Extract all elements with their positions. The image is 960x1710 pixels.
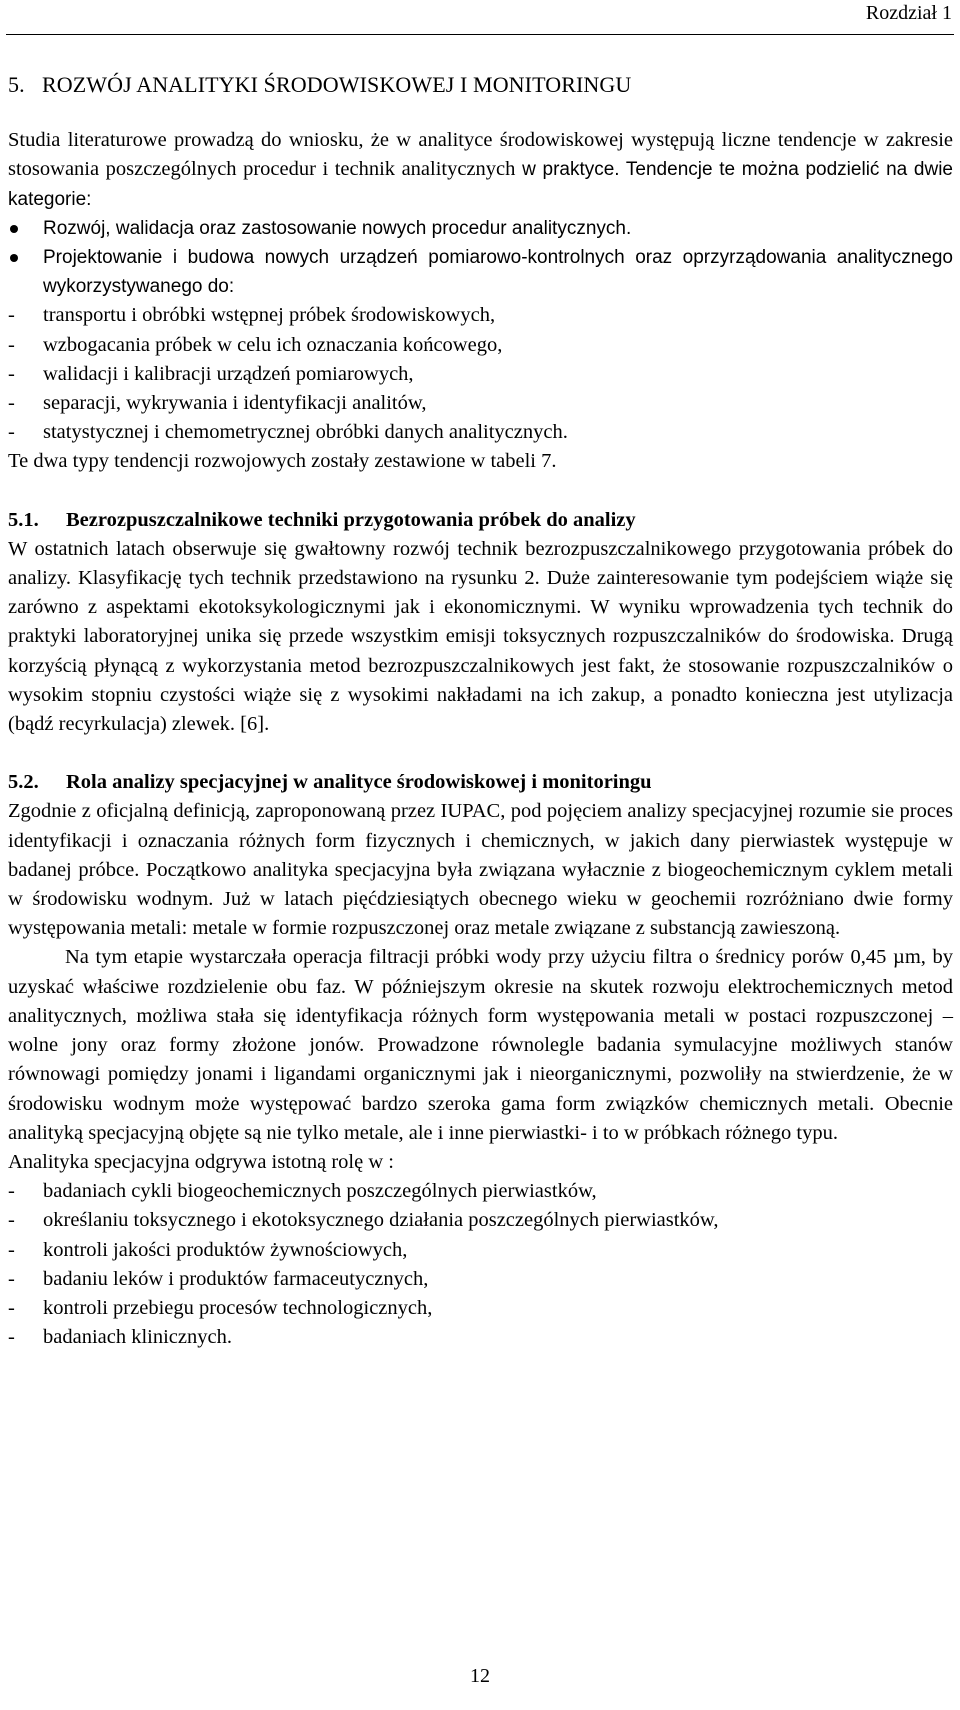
list-item-text: walidacji i kalibracji urządzeń pomiarowych, (43, 362, 414, 385)
dash-icon: - (8, 1180, 15, 1203)
list-item (8, 1265, 953, 1294)
list-item-text: kontroli przebiegu procesów technologicznych, (43, 1296, 433, 1319)
list-intro: Analityka specjacyjna odgrywa istotną rolę w : (8, 1150, 394, 1173)
dash-icon: - (8, 1326, 15, 1349)
page-number: 12 (470, 1665, 490, 1687)
subsection-number: 5.2. (8, 771, 39, 794)
subsection-heading: Rola analizy specjacyjnej w analityce środowiskowej i monitoringu (66, 771, 652, 794)
section-number: 5. (8, 72, 25, 97)
running-header: Rozdział 1 (865, 2, 952, 24)
list-item-text: badaniach klinicznych. (43, 1326, 232, 1349)
list-item (8, 1294, 953, 1323)
section-heading: ROZWÓJ ANALITYKI ŚRODOWISKOWEJ I MONITORINGU (42, 72, 632, 97)
list-item (8, 1177, 953, 1206)
section-title (8, 70, 953, 99)
list-item-text: kontroli jakości produktów żywnościowych, (43, 1238, 408, 1261)
subsection-5-2-paragraph-2: Na tym etapie wystarczała operacja filtracji próbki wody przy użyciu filtra o średnicy porów 0,45 µm, by uzyskać właściwe rozdzielenie obu faz. W późniejszym okresie na skutek rozwoju elektrochemicznych metod analitycznych, możliwa stała się identyfikacja różnych form występowania metali w postaci rozpuszczonej – wolne jony oraz formy złożone jonów. Prowadzone równolegle badania symulacyjne możliwych stanów równowagi pomiędzy jonami i ligandami organicznymi jak i nieorganicznymi, pozwoliły na stwierdzenie, że w środowisku wodnym może występować bardzo szeroka gama form związków chemicznych metali. Obecnie analityką specjacyjną objęte są nie tylko metale, ale i inne pierwiastki- i to w próbkach różnego typu. (8, 946, 953, 1144)
subsection-5-1-paragraph: W ostatnich latach obserwuje się gwałtowny rozwój technik bezrozpuszczalnikowego przygotowania próbek do analizy. Klasyfikację tych technik przedstawiono na rysunku 2. Duże zainteresowanie tym podejściem wiąże się zarówno z aspektami ekotoksykologicznymi jak i ekonomicznymi. W wyniku wprowadzenia tych technik do praktyki laboratoryjnej unika się przede wszystkim emisji toksycznych rozpuszczalników do środowiska. Drugą korzyścią płynącą z wykorzystania metod bezrozpuszczalnikowych jest fakt, że stosowanie rozpuszczalników o wysokim stopniu czystości wiąże się z wysokimi nakładami na ich zakup, a ponadto konieczna jest utylizacja (bądź recyrkulacja) zlewek. [6]. (8, 537, 953, 736)
list-item-text: separacji, wykrywania i identyfikacji analitów, (43, 392, 427, 415)
intro-closing: Te dwa typy tendencji rozwojowych zostały zestawione w tabeli 7. (8, 450, 557, 473)
dash-icon: - (8, 1296, 15, 1319)
subsection-number: 5.1. (8, 508, 39, 531)
spacer (8, 739, 953, 768)
list-item-text: statystycznej i chemometrycznej obróbki danych analitycznych. (43, 421, 568, 444)
list-item-text: określaniu toksycznego i ekotoksycznego działania poszczególnych pierwiastków, (43, 1209, 719, 1232)
dash-icon: - (8, 333, 15, 356)
dash-icon: - (8, 1238, 15, 1261)
dash-icon: - (8, 421, 15, 444)
subsection-title-5-1 (8, 506, 953, 535)
list-item (8, 331, 953, 360)
header-rule (6, 34, 954, 35)
bullet-item (8, 243, 953, 301)
list-item (8, 1206, 953, 1235)
page-content (8, 70, 953, 1352)
bullet-item (8, 214, 953, 243)
list-item (8, 389, 953, 418)
intro-paragraph-end: w praktyce. Tendencje te można podzielić na dwie kategorie: (8, 159, 953, 210)
list-item (8, 1323, 953, 1352)
list-item-text: wzbogacania próbek w celu ich oznaczania końcowego, (43, 333, 503, 356)
list-item (8, 301, 953, 330)
subsection-heading: Bezrozpuszczalnikowe techniki przygotowania próbek do analizy (66, 508, 636, 531)
list-item-text: badaniach cykli biogeochemicznych poszczególnych pierwiastków, (43, 1180, 597, 1203)
dash-icon: - (8, 362, 15, 385)
list-item-text: badaniu leków i produktów farmaceutycznych, (43, 1267, 429, 1290)
intro-paragraph (8, 126, 953, 214)
list-item (8, 1236, 953, 1265)
list-item-text: transportu i obróbki wstępnej próbek środowiskowych, (43, 304, 496, 327)
subsection-5-2-paragraph-1: Zgodnie z oficjalną definicją, zaproponowaną przez IUPAC, pod pojęciem analizy specjacyjnej rozumie sie proces identyfikacji i oznaczania różnych form fizycznych i chemicznych, w jakich dany pierwiastek występuje w badanej próbce. Początkowo analityka specjacyjna była związana wyłacznie z biogeochemicznym cyklem metali w środowisku wodnym. Już w latach pięćdziesiątych obecnego wieku w geochemii rozróżniano dwie formy występowania metali: metale w formie rozpuszczonej oraz metale związane z substancją zawieszoną. (8, 800, 953, 940)
bullet-text: Projektowanie i budowa nowych urządzeń pomiarowo-kontrolnych oraz oprzyrządowania analitycznego wykorzystywanego do: (43, 247, 953, 298)
dash-icon: - (8, 1267, 15, 1290)
bullet-text: Rozwój, walidacja oraz zastosowanie nowych procedur analitycznych. (43, 217, 632, 239)
dash-icon: - (8, 1209, 15, 1232)
list-item (8, 418, 953, 447)
list-item (8, 360, 953, 389)
dash-icon: - (8, 304, 15, 327)
spacer (8, 477, 953, 506)
intro-paragraph-start: Studia literaturowe prowadzą do wniosku, że w analityce środowiskowej występują liczne tendencje w zakresie stosowania poszczególnych procedur i technik analitycznych (8, 129, 953, 181)
dash-icon: - (8, 392, 15, 415)
subsection-title-5-2 (8, 768, 953, 797)
